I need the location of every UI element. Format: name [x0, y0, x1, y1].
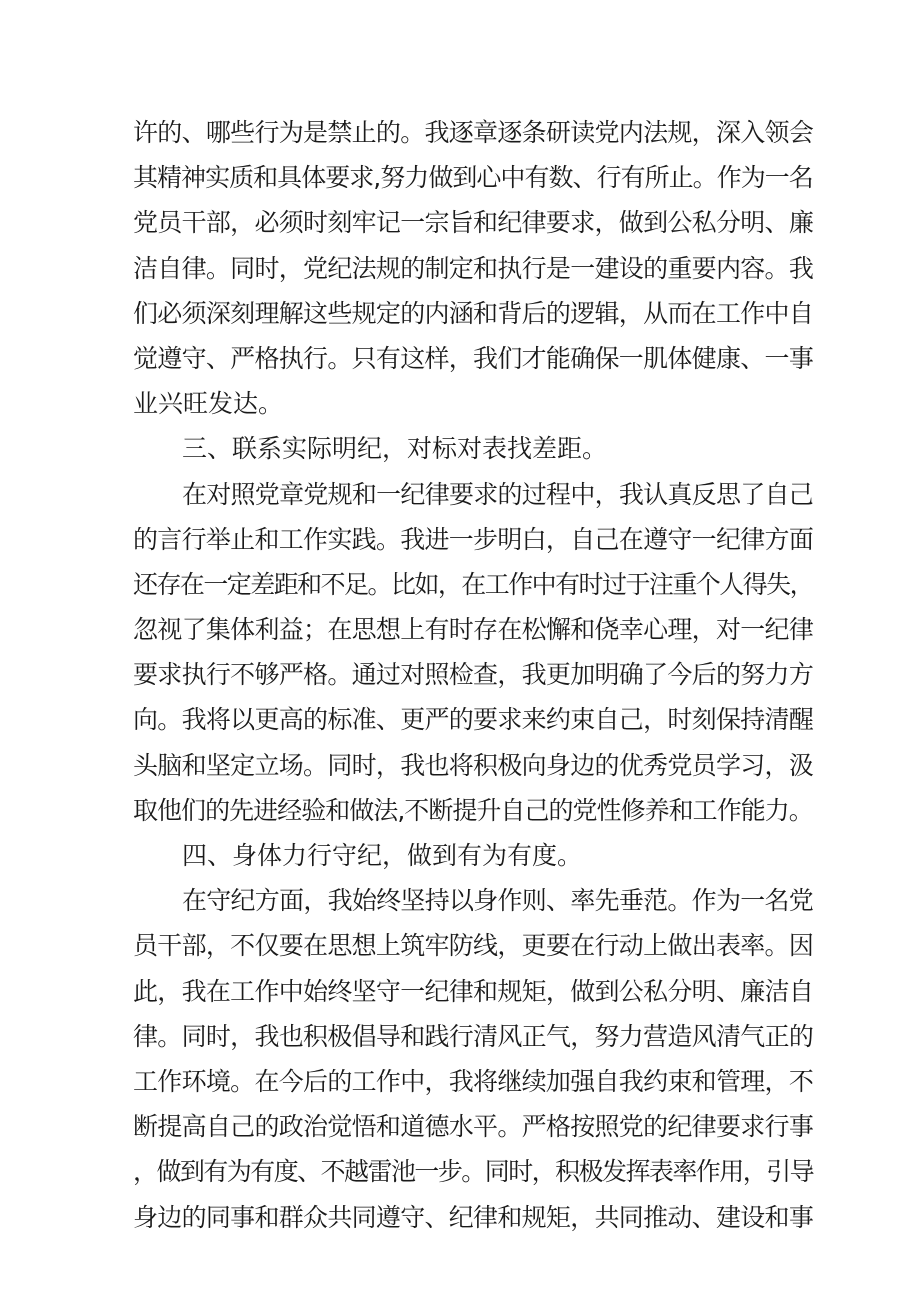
text-line: 在对照党章党规和一纪律要求的过程中，我认真反思了自己: [182, 479, 814, 509]
text-line: 身边的同事和群众共同遵守、纪律和规矩，共同推动、建设和事: [133, 1202, 814, 1232]
text-line: 业兴旺发达。: [133, 389, 284, 419]
text-line: 头脑和坚定立场。同时，我也将积极向身边的优秀党员学习，汲: [133, 750, 814, 780]
text-line: 取他们的先进经验和做法,不断提升自己的党性修养和工作能力。: [133, 795, 813, 825]
text-line: 们必须深刻理解这些规定的内涵和背后的逻辑，从而在工作中自: [133, 298, 814, 328]
text-line: 员干部，不仅要在思想上筑牢防线，更要在行动上做出表率。因: [133, 931, 814, 961]
text-line: 在守纪方面，我始终坚持以身作则、率先垂范。作为一名党: [182, 886, 814, 916]
text-line: 断提高自己的政治觉悟和道德水平。严格按照党的纪律要求行事: [133, 1112, 814, 1142]
text-line: 觉遵守、严格执行。只有这样，我们才能确保一肌体健康、一事: [133, 343, 814, 373]
text-line: 许的、哪些行为是禁止的。我逐章逐条研读党内法规，深入领会: [133, 118, 814, 147]
text-line: 此，我在工作中始终坚守一纪律和规矩，做到公私分明、廉洁自: [133, 976, 814, 1006]
text-line: 忽视了集体利益；在思想上有时存在松懈和侥幸心理，对一纪律: [133, 615, 814, 645]
text-line: 工作环境。在今后的工作中，我将继续加强自我约束和管理，不: [133, 1066, 814, 1096]
text-line: ，做到有为有度、不越雷池一步。同时，积极发挥表率作用，引导: [133, 1157, 814, 1187]
text-line: 要求执行不够严格。通过对照检查，我更加明确了今后的努力方: [133, 660, 814, 690]
text-line: 还存在一定差距和不足。比如，在工作中有时过于注重个人得失，: [133, 569, 814, 599]
text-line: 其精神实质和具体要求,努力做到心中有数、行有所止。作为一名: [133, 163, 813, 193]
text-line: 律。同时，我也积极倡导和践行清风正气，努力营造风清气正的: [133, 1021, 814, 1051]
text-line: 党员干部，必须时刻牢记一宗旨和纪律要求，做到公私分明、廉: [133, 208, 814, 238]
section-heading-3: 三、联系实际明纪，对标对表找差距。: [182, 434, 608, 464]
section-heading-4: 四、身体力行守纪，做到有为有度。: [182, 841, 583, 870]
text-line: 洁自律。同时，党纪法规的制定和执行是一建设的重要内容。我: [133, 253, 814, 283]
document-body: [133, 110, 813, 1240]
text-line: 的言行举止和工作实践。我进一步明白，自己在遵守一纪律方面: [133, 524, 814, 554]
text-line: 向。我将以更高的标准、更严的要求来约束自己，时刻保持清醒: [133, 705, 814, 735]
